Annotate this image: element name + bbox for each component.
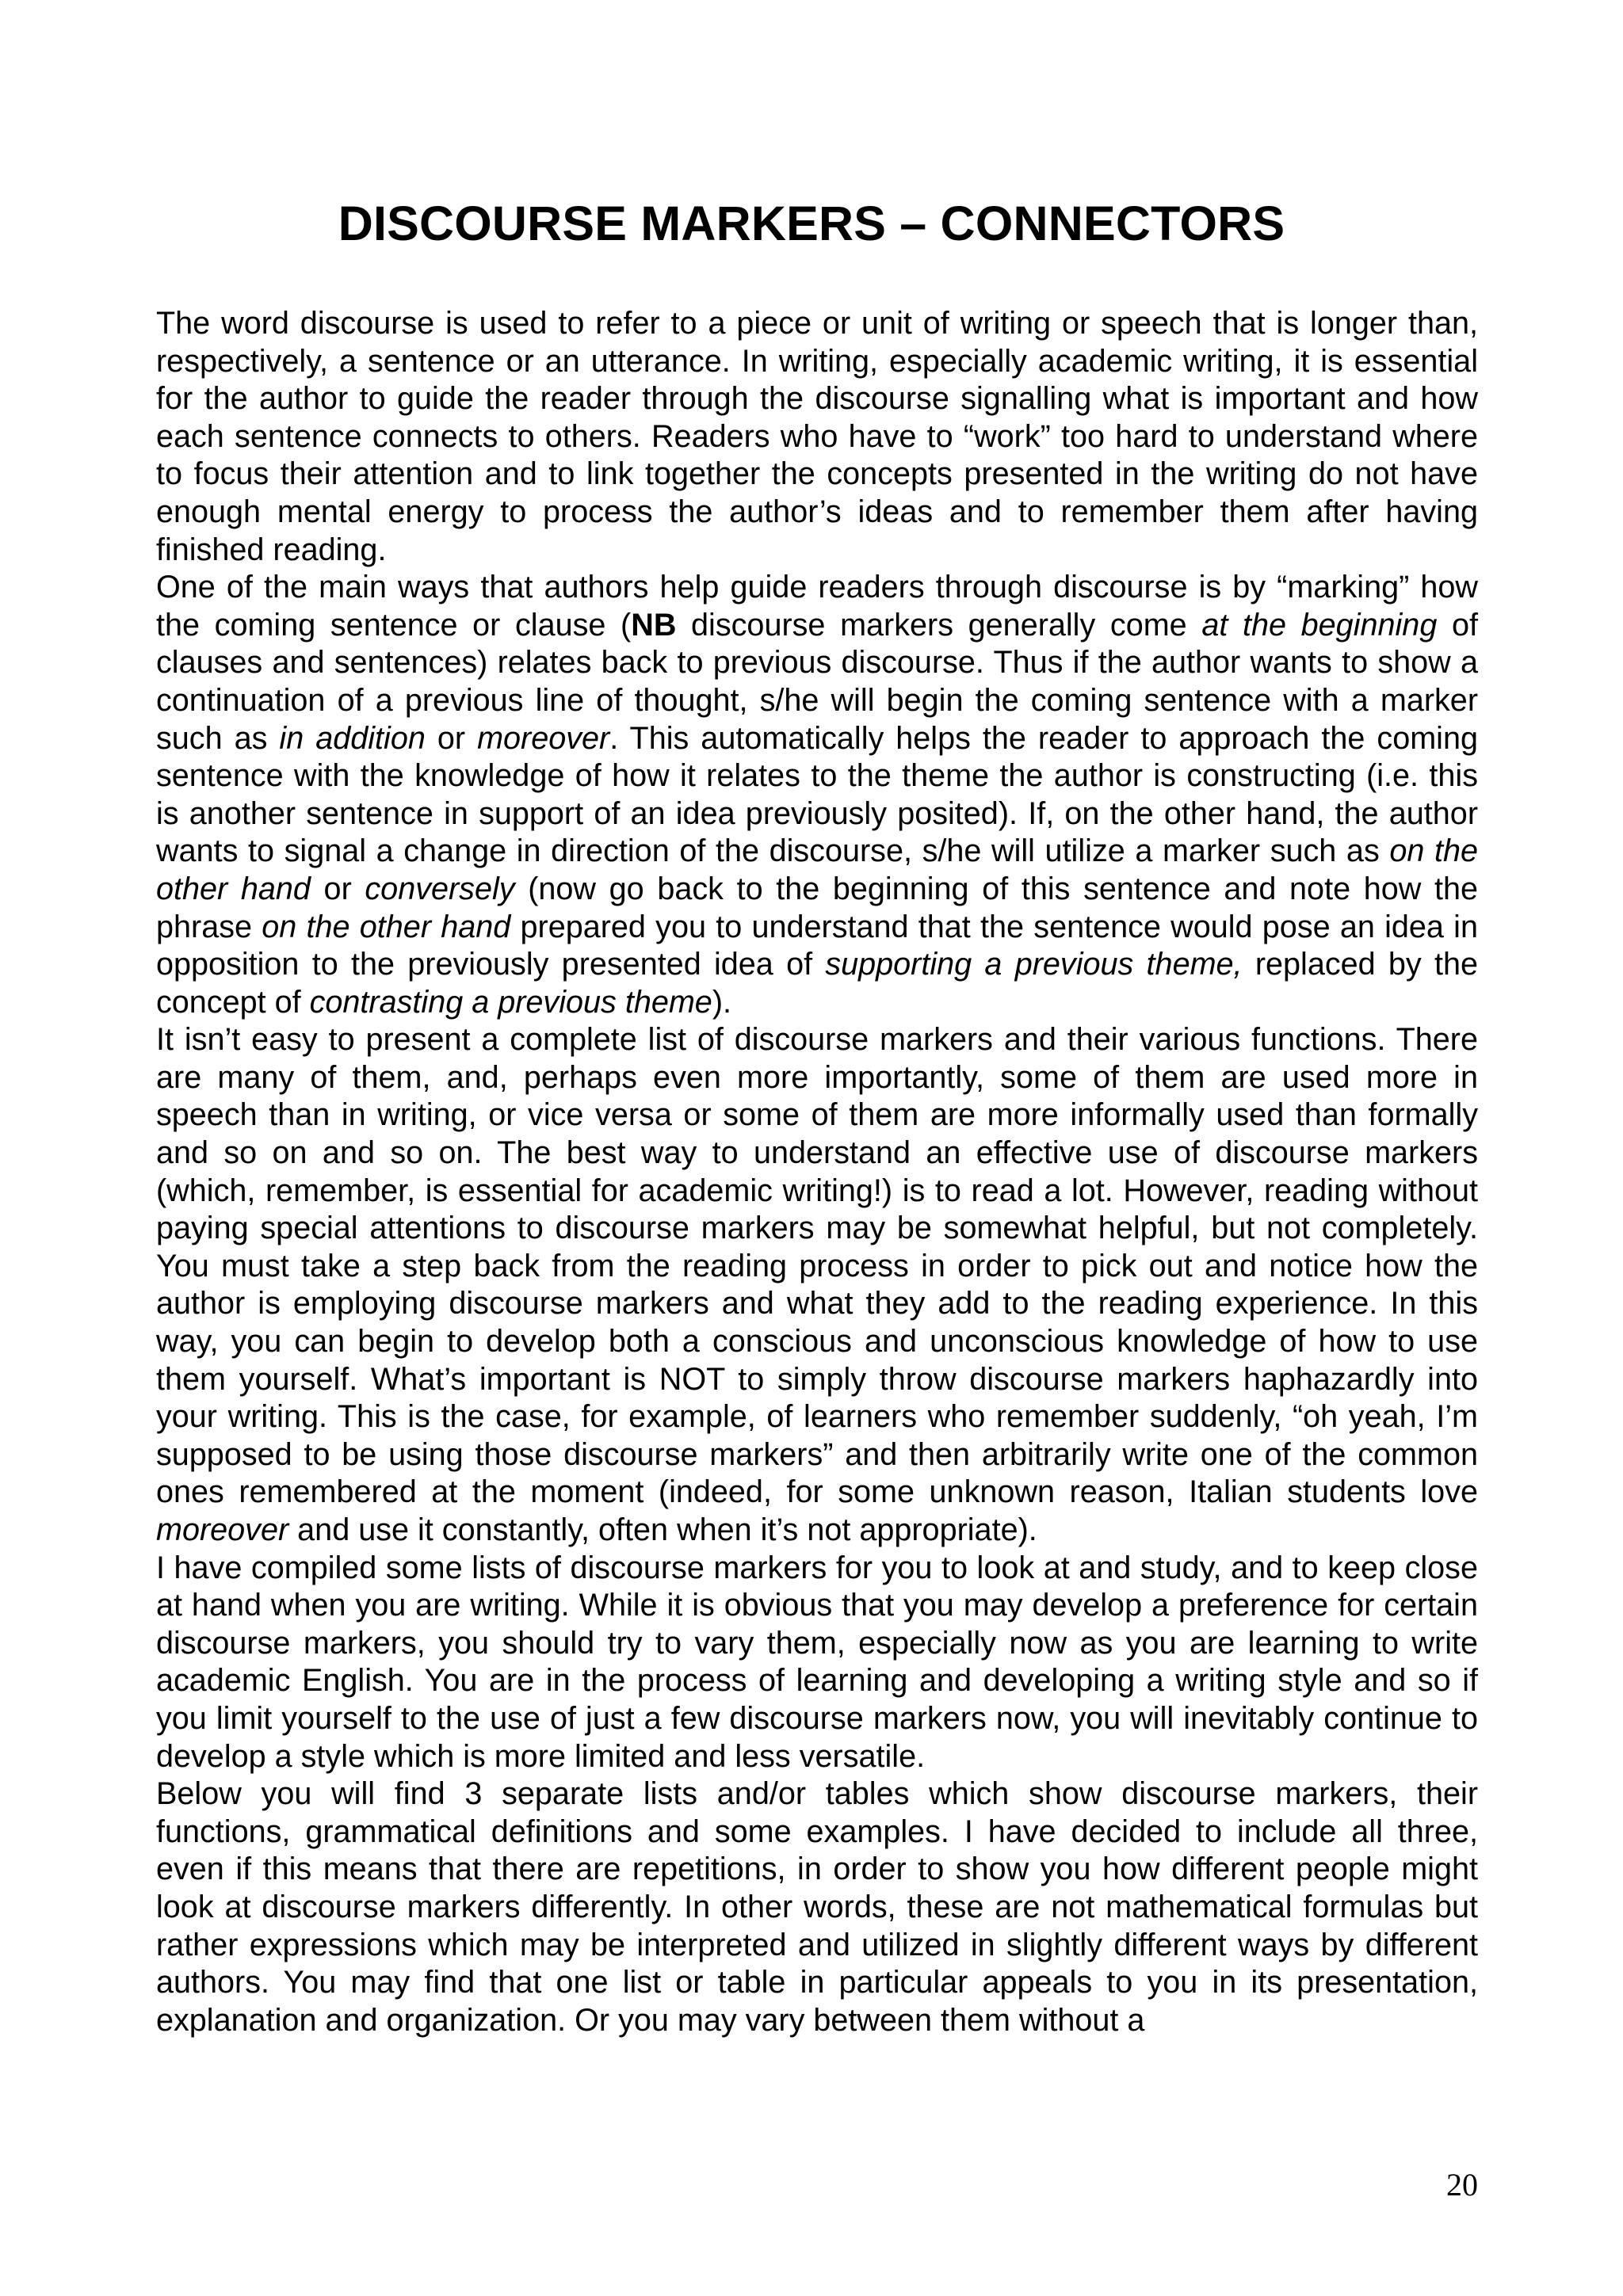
- italic-phrase: in addition: [279, 720, 426, 756]
- text-run: or: [310, 871, 365, 906]
- italic-phrase: supporting a previous theme,: [825, 947, 1243, 982]
- italic-phrase: on the other hand: [156, 833, 1478, 906]
- text-run: ).: [712, 984, 732, 1020]
- paragraph: [156, 1775, 1478, 2039]
- document-body: [156, 305, 1478, 2039]
- text-run: The word discourse is used to refer to a piece or unit of writing or speech that is longer than, respectively, a sentence or an utterance. In writing, especially academic writing, it is essential for the author to guide the reader through the discourse signalling what is important and how each sentence connects to others. Readers who have to “work” too hard to understand where to focus their attention and to link together the concepts presented in the writing do not have enough mental energy to process the author’s ideas and to remember them after having finished reading.: [156, 306, 1478, 567]
- paragraph: [156, 569, 1478, 1021]
- text-run: Below you will find 3 separate lists and/or tables which show discourse markers, their functions, grammatical definitions and some examples. I have decided to include all three, even if this means that there are repetitions, in order to show you how different people might look at discourse markers differently. In other words, these are not mathematical formulas but rather expressions which may be interpreted and utilized in slightly different ways by different authors. You may find that one list or table in particular appeals to you in its presentation, explanation and organization. Or you may vary between them without a: [156, 1776, 1478, 2038]
- paragraph: [156, 1021, 1478, 1549]
- text-run: prepared you to understand that the sentence would pose an idea in opposition to the previously presented idea of: [156, 909, 1478, 982]
- bold-text: NB: [631, 607, 677, 643]
- text-run: and use it constantly, often when it’s not appropriate).: [288, 1512, 1037, 1547]
- paragraph: [156, 1550, 1478, 1776]
- italic-phrase: contrasting a previous theme: [309, 984, 712, 1020]
- text-run: (now go back to the beginning of this sentence and note how the phrase: [156, 871, 1478, 944]
- text-run: of clauses and sentences) relates back to previous discourse. Thus if the author wants to show a continuation of a previous line of thought, s/he will begin the coming sentence with a marker such as: [156, 607, 1478, 756]
- text-run: One of the main ways that authors help guide readers through discourse is by “marking” how the coming sentence or clause (: [156, 570, 1478, 643]
- paragraph: [156, 305, 1478, 569]
- text-run: discourse markers generally come: [676, 607, 1202, 643]
- italic-phrase: at the beginning: [1201, 607, 1438, 643]
- text-run: It isn’t easy to present a complete list of discourse markers and their various functions. There are many of them, and, perhaps even more importantly, some of them are used more in speech than in writing, or vice versa or some of them are more informally used than formally and so on and so on. The best way to understand an effective use of discourse markers (which, remember, is essential for academic writing!) is to read a lot. However, reading without paying special attentions to discourse markers may be somewhat helpful, but not completely. You must take a step back from the reading process in order to pick out and notice how the author is employing discourse markers and what they add to the reading experience. In this way, you can begin to develop both a conscious and unconscious knowledge of how to use them yourself. What’s important is NOT to simply throw discourse markers haphazardly into your writing. This is the case, for example, of learners who remember suddenly, “oh yeah, I’m supposed to be using those discourse markers” and then arbitrarily write one of the common ones remembered at the moment (indeed, for some unknown reason, Italian students love: [156, 1022, 1478, 1510]
- page-title: DISCOURSE MARKERS – CONNECTORS: [338, 196, 1285, 250]
- text-run: or: [425, 720, 478, 756]
- text-run: . This automatically helps the reader to approach the coming sentence with the knowledge of how it relates to the theme the author is constructing (i.e. this is another sentence in support of an idea previously posited). If, on the other hand, the author wants to signal a change in direction of the discourse, s/he will utilize a marker such as: [156, 720, 1478, 869]
- italic-phrase: moreover: [156, 1512, 289, 1547]
- text-run: replaced by the concept of: [156, 947, 1478, 1020]
- italic-phrase: on the other hand: [262, 909, 511, 944]
- text-run: I have compiled some lists of discourse markers for you to look at and study, and to keep close at hand when you are writing. While it is obvious that you may develop a preference for certain discourse markers, you should try to vary them, especially now as you are learning to write academic English. You are in the process of learning and developing a writing style and so if you limit yourself to the use of just a few discourse markers now, you will inevitably continue to develop a style which is more limited and less versatile.: [156, 1550, 1478, 1774]
- italic-phrase: conversely: [365, 871, 515, 906]
- italic-phrase: moreover: [477, 720, 610, 756]
- page-number: 20: [1446, 2167, 1478, 2203]
